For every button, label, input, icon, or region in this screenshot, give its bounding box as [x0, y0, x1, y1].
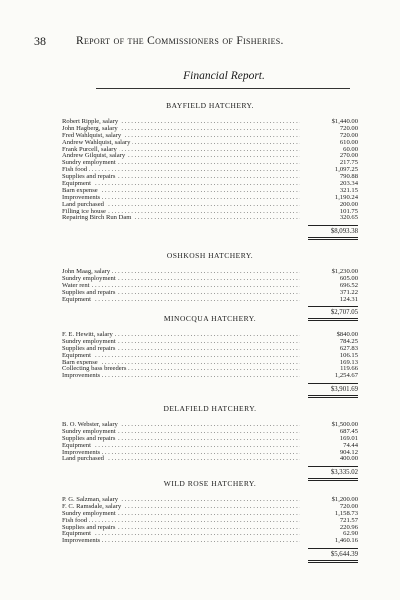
ledger-item-amount: 62.90 — [343, 530, 358, 538]
ledger-rows — [62, 496, 358, 544]
section-title: OSHKOSH HATCHERY. — [166, 251, 254, 260]
ledger-item-label: Barn expense . . . — [62, 359, 300, 366]
ledger-rows — [62, 118, 358, 221]
section-bayfield — [62, 99, 358, 240]
page-number: 38 — [34, 34, 46, 48]
ledger-row — [62, 296, 358, 303]
ledger-item-amount: 119.66 — [340, 365, 358, 373]
ledger-item-label: Sundry employment . . . — [62, 510, 300, 517]
ledger-item-amount: 687.45 — [339, 427, 358, 435]
ledger-row — [62, 152, 358, 159]
ledger-row — [62, 338, 358, 345]
ledger-row — [62, 496, 358, 503]
ledger-item-amount: 721.57 — [339, 516, 358, 524]
ledger-item-label: John Maag, salary . . . — [62, 268, 300, 275]
section-total — [62, 468, 358, 477]
ledger-item-label: Fish food . . . — [62, 166, 300, 173]
ledger-item-amount: 1,097.25 — [334, 166, 358, 174]
ledger-item-label: Improvements . . . — [62, 537, 300, 544]
ledger-item-label: Equipment . . . — [62, 180, 300, 187]
ledger-row — [62, 331, 358, 338]
ledger-row — [62, 268, 358, 275]
ledger-row — [62, 289, 358, 296]
ledger-item-label: Improvements . . . — [62, 449, 300, 456]
section-title: MINOCQUA HATCHERY. — [163, 314, 257, 323]
ledger-item-amount: 1,254.67 — [334, 372, 358, 380]
ledger-row — [62, 125, 358, 132]
ledger-item-label: Barn expense . . . — [62, 187, 300, 194]
ledger-row — [62, 282, 358, 289]
ledger-row — [62, 118, 358, 125]
ledger-item-label: Sundry employment . . . — [62, 428, 300, 435]
ledger-row — [62, 159, 358, 166]
ledger-item-label: Supplies and repairs . . . — [62, 345, 300, 352]
ledger-item-label: Equipment . . . — [62, 442, 300, 449]
section-total — [62, 227, 358, 236]
ledger-item-label: Equipment . . . — [62, 530, 300, 537]
total-amount: $3,335.02 — [330, 469, 358, 477]
ledger-row — [62, 208, 358, 215]
ledger-item-label: Sundry employment . . . — [62, 275, 300, 282]
ledger-rows — [62, 268, 358, 302]
ledger-row — [62, 524, 358, 531]
ledger-item-label: Improvements . . . — [62, 372, 300, 379]
ledger-row — [62, 275, 358, 282]
ledger-row — [62, 365, 358, 372]
section-oshkosh — [62, 249, 358, 321]
ledger-row — [62, 372, 358, 379]
ledger-item-label: Fred Wahlquist, salary . . . — [62, 132, 300, 139]
ledger-row — [62, 449, 358, 456]
ledger-item-label: Supplies and repairs . . . — [62, 173, 300, 180]
ledger-row — [62, 180, 358, 187]
ledger-item-amount: 320.65 — [339, 214, 358, 222]
ledger-item-amount: 74.44 — [343, 441, 358, 449]
ledger-item-amount: 321.15 — [339, 186, 358, 194]
ledger-item-amount: 696.52 — [339, 281, 358, 289]
ledger-row — [62, 132, 358, 139]
ledger-item-label: Sundry employment . . . — [62, 159, 300, 166]
ledger-item-amount: 720.00 — [339, 124, 358, 132]
ledger-item-amount: $1,500.00 — [331, 421, 358, 428]
running-title: Report of the Commissioners of Fisheries. — [76, 35, 284, 47]
ledger-item-amount: 220.96 — [339, 523, 358, 531]
ledger-item-label: B. O. Webster, salary . . . — [62, 421, 300, 428]
section-delafield — [62, 402, 358, 481]
ledger-row — [62, 359, 358, 366]
ledger-item-amount: 790.88 — [339, 173, 358, 181]
section-minocqua — [62, 312, 358, 398]
ledger-row — [62, 345, 358, 352]
ledger-item-label: Improvements . . . — [62, 194, 300, 201]
ledger-row — [62, 537, 358, 544]
ledger-item-label: Water rent . . . — [62, 282, 300, 289]
page-header — [34, 34, 364, 48]
ledger-item-amount: 270.00 — [339, 152, 358, 160]
ledger-item-label: Supplies and repairs . . . — [62, 289, 300, 296]
ledger-row — [62, 428, 358, 435]
ledger-item-amount: $840.00 — [336, 331, 358, 338]
ledger-item-amount: 169.01 — [339, 434, 358, 442]
ledger-row — [62, 352, 358, 359]
ledger-row — [62, 442, 358, 449]
ledger-item-amount: 203.34 — [339, 180, 358, 188]
ledger-row — [62, 166, 358, 173]
ledger-item-label: Sundry employment . . . — [62, 338, 300, 345]
ledger-item-amount: 371.22 — [339, 288, 358, 296]
ledger-item-label: Supplies and repairs . . . — [62, 435, 300, 442]
section-total — [62, 550, 358, 559]
ledger-item-amount: 60.00 — [343, 145, 358, 153]
ledger-row — [62, 435, 358, 442]
ledger-row — [62, 510, 358, 517]
header-rule — [96, 88, 350, 89]
ledger-item-amount: 169.13 — [339, 358, 358, 366]
ledger-row — [62, 187, 358, 194]
ledger-row — [62, 455, 358, 462]
ledger-item-label: Andrew Wahlquist, salary . . . — [62, 139, 300, 146]
ledger-item-amount: 720.00 — [339, 502, 358, 510]
ledger-item-label: Repairing Birch Run Dam . . . — [62, 214, 300, 221]
subheading: Financial Report. — [183, 70, 265, 82]
ledger-row — [62, 517, 358, 524]
ledger-item-amount: 610.00 — [339, 138, 358, 146]
ledger-item-amount: 217.75 — [339, 159, 358, 167]
ledger-item-amount: 605.00 — [339, 274, 358, 282]
ledger-item-amount: 1,158.73 — [334, 509, 358, 517]
section-title: WILD ROSE HATCHERY. — [163, 479, 257, 488]
ledger-item-amount: $1,440.00 — [331, 118, 358, 125]
ledger-row — [62, 503, 358, 510]
section-title: BAYFIELD HATCHERY. — [166, 101, 254, 110]
ledger-rows — [62, 331, 358, 379]
ledger-item-label: F. C. Ramsdale, salary . . . — [62, 503, 300, 510]
ledger-item-label: Frank Purcell, salary . . . — [62, 146, 300, 153]
section-wild-rose — [62, 477, 358, 563]
ledger-row — [62, 146, 358, 153]
ledger-item-amount: 784.25 — [339, 337, 358, 345]
ledger-row — [62, 173, 358, 180]
ledger-item-amount: 904.12 — [339, 448, 358, 456]
ledger-item-amount: 627.83 — [339, 344, 358, 352]
ledger-item-amount: 1,460.16 — [334, 537, 358, 545]
ledger-item-amount: $1,200.00 — [331, 496, 358, 503]
ledger-item-label: Equipment . . . — [62, 296, 300, 303]
ledger-item-amount: 720.00 — [339, 131, 358, 139]
total-amount: $3,901.69 — [330, 386, 358, 394]
ledger-item-amount: 1,190.24 — [334, 193, 358, 201]
ledger-item-label: Robert Ripple, salary . . . — [62, 118, 300, 125]
ledger-item-label: John Hagberg, salary . . . — [62, 125, 300, 132]
ledger-item-amount: 124.31 — [339, 295, 358, 303]
ledger-item-amount: 101.75 — [339, 207, 358, 215]
ledger-item-amount: 106.15 — [339, 351, 358, 359]
total-amount: $5,644.39 — [330, 551, 358, 559]
ledger-row — [62, 139, 358, 146]
ledger-item-amount: $1,230.00 — [331, 268, 358, 275]
ledger-item-label: Land purchased . . . — [62, 201, 300, 208]
ledger-item-label: Filling ice house . . . — [62, 208, 300, 215]
total-double-rule — [62, 559, 358, 563]
ledger-item-label: Supplies and repairs . . . — [62, 524, 300, 531]
ledger-row — [62, 421, 358, 428]
ledger-item-label: Fish food . . . — [62, 517, 300, 524]
ledger-item-label: P. G. Salzman, salary . . . — [62, 496, 300, 503]
total-double-rule — [62, 394, 358, 398]
ledger-item-label: Equipment . . . — [62, 352, 300, 359]
ledger-item-amount: 200.00 — [339, 200, 358, 208]
ledger-item-label: Andrew Gilquist, salary . . . — [62, 152, 300, 159]
ledger-row — [62, 201, 358, 208]
ledger-item-amount: 400.00 — [339, 455, 358, 463]
ledger-item-label: Land purchased . . . — [62, 455, 300, 462]
ledger-row — [62, 194, 358, 201]
section-title: DELAFIELD HATCHERY. — [163, 404, 257, 413]
ledger-row — [62, 530, 358, 537]
total-double-rule — [62, 236, 358, 240]
total-amount: $8,093.38 — [330, 228, 358, 236]
ledger-item-label: F. E. Hewitt, salary . . . — [62, 331, 300, 338]
total-amount: $2,707.05 — [330, 309, 358, 317]
ledger-item-label: Collecting bass breeders . . . — [62, 365, 300, 372]
ledger-rows — [62, 421, 358, 462]
ledger-row — [62, 214, 358, 221]
section-total — [62, 385, 358, 394]
